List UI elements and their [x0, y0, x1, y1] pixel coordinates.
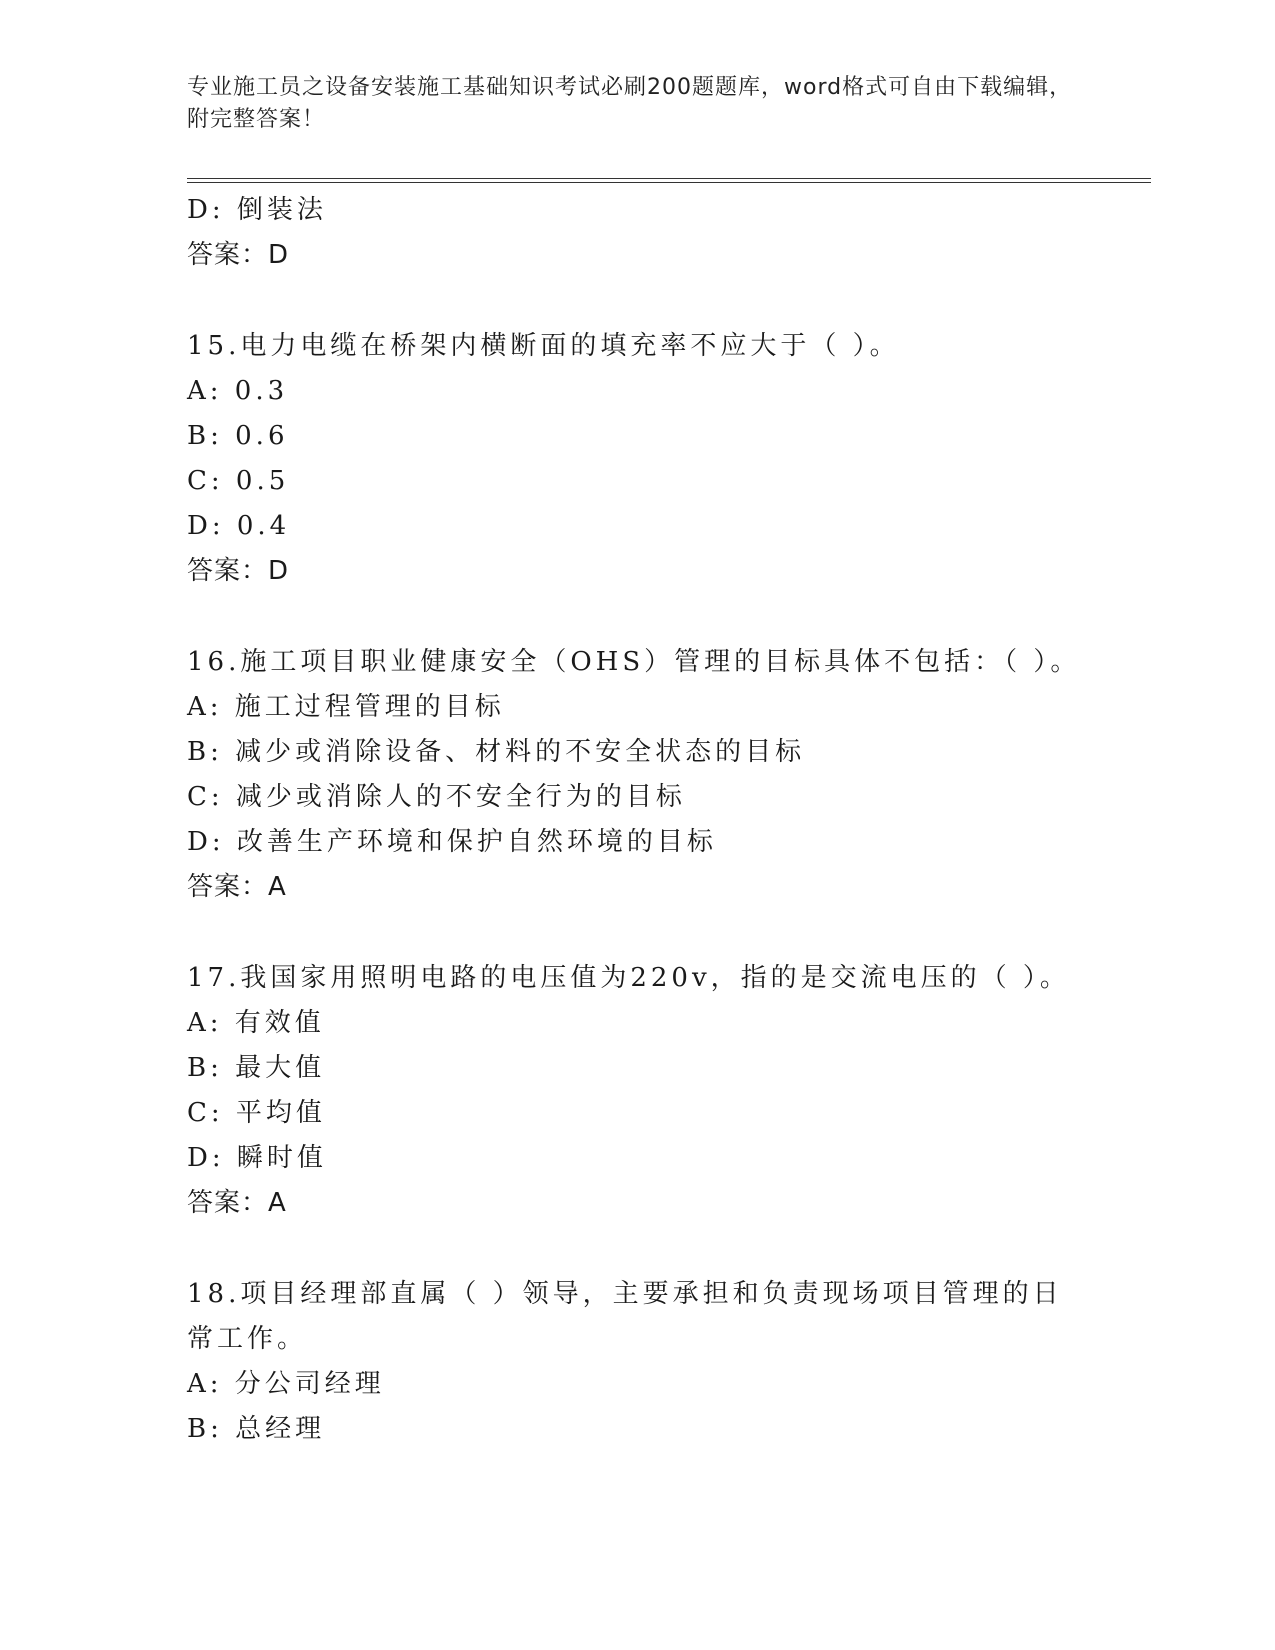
answer: 答案：A — [187, 872, 287, 902]
option-b: B: 减少或消除设备、材料的不安全状态的目标 — [187, 737, 806, 767]
answer: 答案：D — [187, 240, 290, 270]
option-d: D: 倒装法 — [187, 195, 327, 225]
option-c: C: 0.5 — [187, 466, 290, 496]
question-17 — [187, 956, 1087, 1226]
option-b: B: 0.6 — [187, 421, 289, 451]
option-d: D: 瞬时值 — [187, 1143, 327, 1173]
page-header: 专业施工员之设备安装施工基础知识考试必刷200题题库，word格式可自由下载编辑，附完整答案！ — [187, 75, 1073, 132]
option-b: B: 总经理 — [187, 1414, 326, 1444]
option-d: D: 改善生产环境和保护自然环境的目标 — [187, 827, 717, 857]
answer: 答案：A — [187, 1188, 287, 1218]
question-stem: 15.电力电缆在桥架内横断面的填充率不应大于（ ）。 — [187, 331, 900, 361]
question-15 — [187, 324, 1087, 594]
option-a: A: 0.3 — [187, 376, 289, 406]
question-stem: 18.项目经理部直属（ ）领导，主要承担和负责现场项目管理的日常工作。 — [187, 1279, 1063, 1354]
option-a: A: 施工过程管理的目标 — [187, 692, 505, 722]
question-16 — [187, 640, 1087, 910]
question-14-tail — [187, 188, 1087, 278]
option-a: A: 有效值 — [187, 1008, 325, 1038]
question-stem: 17.我国家用照明电路的电压值为220v，指的是交流电压的（ ）。 — [187, 963, 1070, 993]
option-c: C: 平均值 — [187, 1098, 326, 1128]
question-stem: 16.施工项目职业健康安全（OHS）管理的目标具体不包括：（ ）。 — [187, 647, 1081, 677]
answer: 答案：D — [187, 556, 290, 586]
header-divider — [187, 178, 1151, 183]
document-body — [187, 188, 1087, 1452]
option-d: D: 0.4 — [187, 511, 291, 541]
option-b: B: 最大值 — [187, 1053, 326, 1083]
option-c: C: 减少或消除人的不安全行为的目标 — [187, 782, 686, 812]
option-a: A: 分公司经理 — [187, 1369, 385, 1399]
question-18 — [187, 1272, 1087, 1452]
